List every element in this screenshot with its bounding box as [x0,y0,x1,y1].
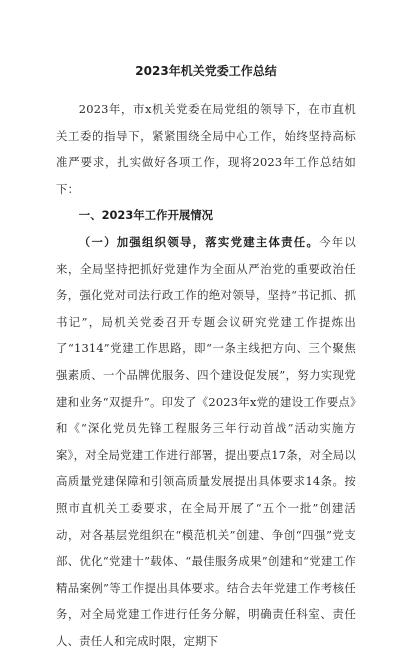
document-title: 2023年机关党委工作总结 [135,64,277,78]
section-heading: 一、2023年工作开展情况 [78,208,214,223]
subsection-heading: （一）加强组织领导，落实党建主体责任。 [78,234,320,249]
intro-paragraph: 2023年，市x机关党委在局党组的领导下，在市直机关工委的指导下，紧紧围绕全局中心工作，始终坚持高标准严要求，扎实做好各项工作，现将2023年工作总结如下： [56,102,356,196]
subsection-paragraph [56,229,356,654]
document-page [56,62,356,654]
subsection-body: 今年以来，全局坚持把抓好党建作为全面从严治党的重要政治任务，强化党对司法行政工作的绝对领导，坚持“书记抓、抓书记”，局机关党委召开专题会议研究党建工作提炼出了“1314”党建工作思路，即“一条主线把方向、三个聚焦强素质、一个品牌优服务、四个建设促发展”，努力实现党建和业务“双提升”。印发了《2023年x党的建设工作要点》和《“深化党员先锋工程服务三年行动首战”活动实施方案》，对全局党建工作进行部署，提出要点17条，对全局以高质量党建保障和引领高质量发展提出具体要求14条。按照市直机关工委要求，在全局开展了“五个一批”创建活动，对各基层党组织在“模范机关”创建、争创“四强”党支部、优化“党建十”载体、“最佳服务成果”创建和“党建工作精品案例”等工作提出具体要求。结合去年党建工作考核任务，对全局党建工作进行任务分解，明确责任科室、责任人、责任人和完成时限，定期下 [56,234,356,648]
